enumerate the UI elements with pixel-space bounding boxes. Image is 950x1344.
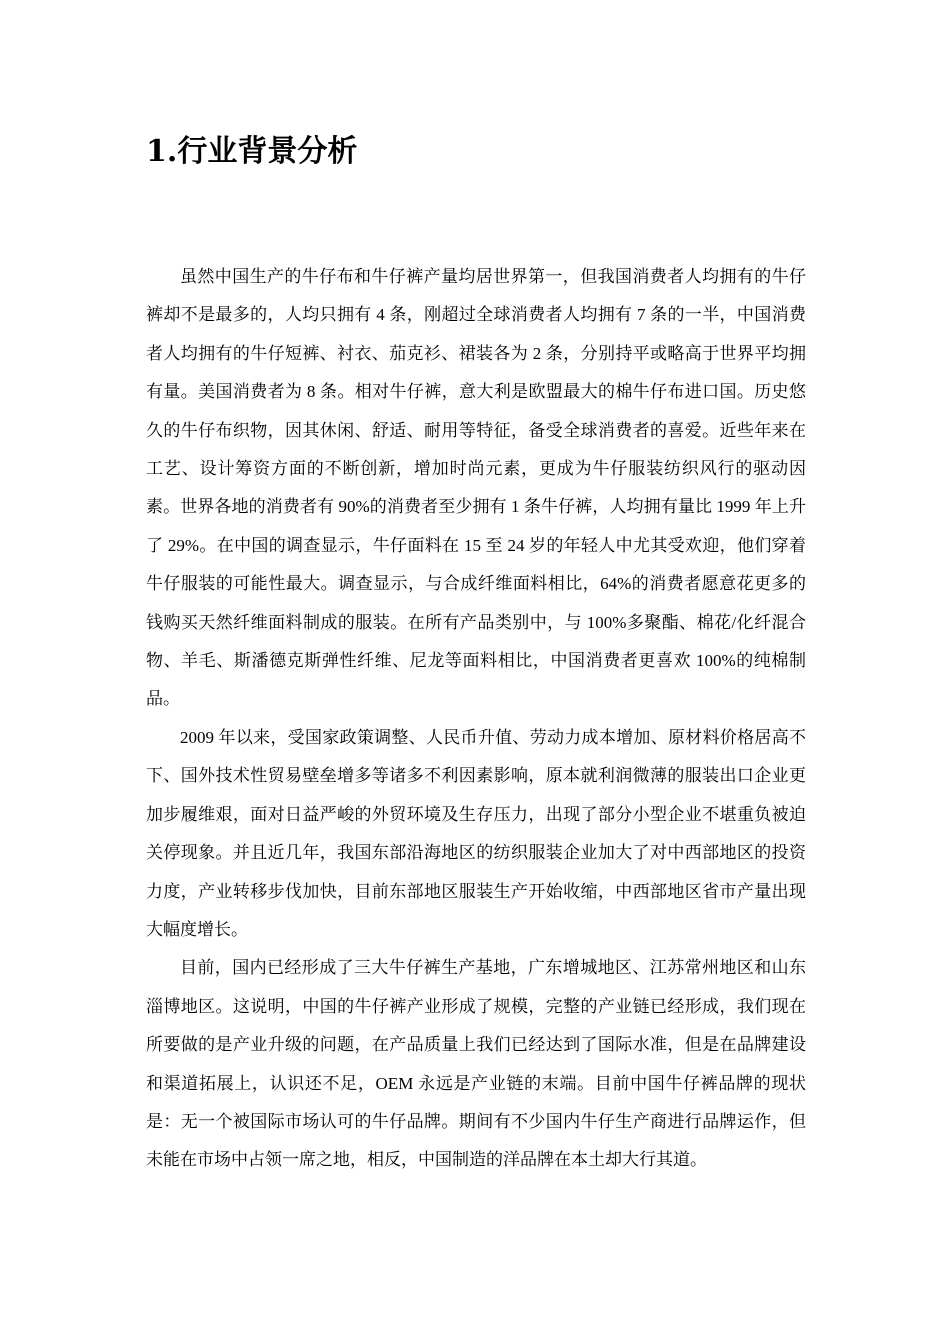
paragraph-1: 虽然中国生产的牛仔布和牛仔裤产量均居世界第一，但我国消费者人均拥有的牛仔裤却不是最多的，人均只拥有 4 条，刚超过全球消费者人均拥有 7 条的一半，中国消费者人均拥有的牛仔短裤、衬衣、茄克衫、裙装各为 2 条，分别持平或略高于世界平均拥有量。美国消费者为 8 条。相对牛仔裤，意大利是欧盟最大的棉牛仔布进口国。历史悠久的牛仔布织物，因其休闲、舒适、耐用等特征，备受全球消费者的喜爱。近些年来在工艺、设计筹资方面的不断创新，增加时尚元素，更成为牛仔服装纺织风行的驱动因素。世界各地的消费者有 90%的消费者至少拥有 1 条牛仔裤，人均拥有量比 1999 年上升了 29%。在中国的调查显示，牛仔面料在 15 至 24 岁的年轻人中尤其受欢迎，他们穿着牛仔服装的可能性最大。调查显示，与合成纤维面料相比，64%的消费者愿意花更多的钱购买天然纤维面料制成的服装。在所有产品类别中，与 100%多聚酯、棉花/化纤混合物、羊毛、斯潘德克斯弹性纤维、尼龙等面料相比，中国消费者更喜欢 100%的纯棉制品。 xyxy=(146,267,806,709)
body-text xyxy=(146,258,806,1180)
paragraph-2: 2009 年以来，受国家政策调整、人民币升值、劳动力成本增加、原材料价格居高不下、国外技术性贸易壁垒增多等诸多不利因素影响，原本就利润微薄的服装出口企业更加步履维艰，面对日益严峻的外贸环境及生存压力，出现了部分小型企业不堪重负被迫关停现象。并且近几年，我国东部沿海地区的纺织服装企业加大了对中西部地区的投资力度，产业转移步伐加快，目前东部地区服装生产开始收缩，中西部地区省市产量出现大幅度增长。 xyxy=(146,727,806,939)
paragraph-3: 目前，国内已经形成了三大牛仔裤生产基地，广东增城地区、江苏常州地区和山东淄博地区。这说明，中国的牛仔裤产业形成了规模，完整的产业链已经形成，我们现在所要做的是产业升级的问题，在产品质量上我们已经达到了国际水准，但是在品牌建设和渠道拓展上，认识还不足，OEM 永远是产业链的末端。目前中国牛仔裤品牌的现状是：无一个被国际市场认可的牛仔品牌。期间有不少国内牛仔生产商进行品牌运作，但未能在市场中占领一席之地，相反，中国制造的洋品牌在本土却大行其道。 xyxy=(146,958,806,1170)
section-heading: 1.行业背景分析 xyxy=(146,134,358,169)
